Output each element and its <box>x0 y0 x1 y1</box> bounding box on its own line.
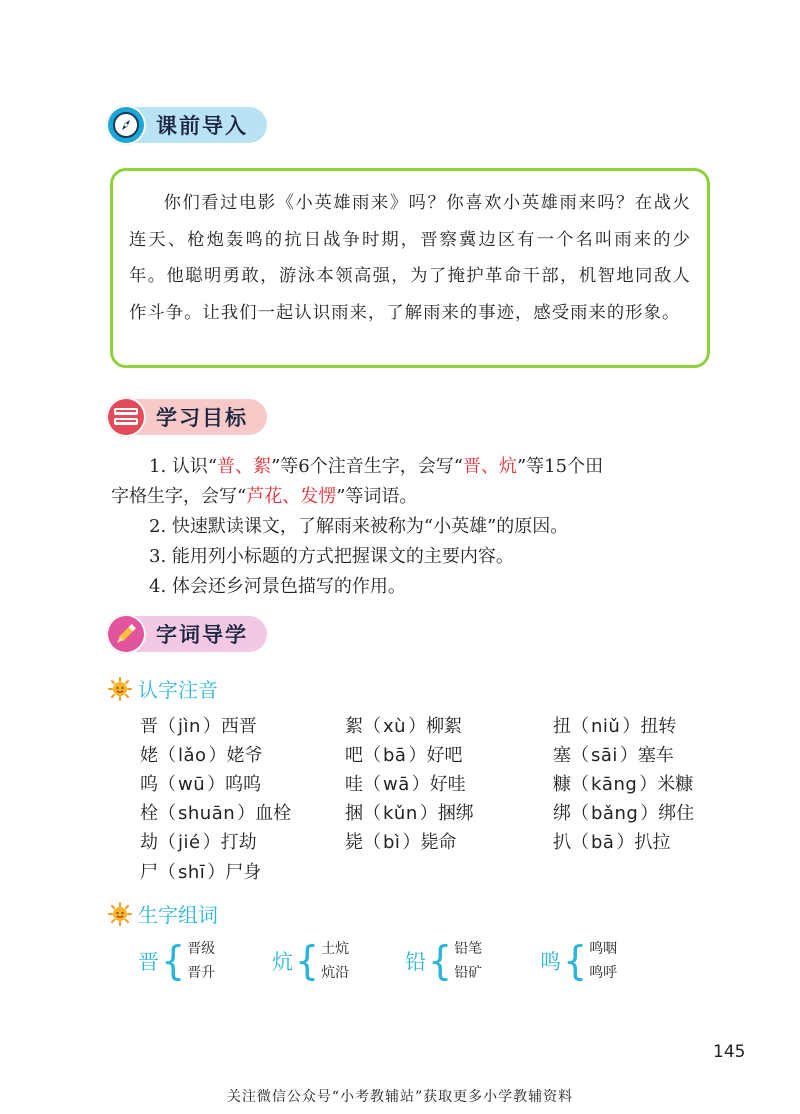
book-icon <box>106 397 146 437</box>
word-group-word: 晋级 <box>187 941 216 957</box>
word-group-words <box>321 937 349 985</box>
pinyin-word: 呜呜 <box>225 774 262 795</box>
pinyin-reading: bì <box>383 832 401 853</box>
goal-text: 字格生字，会写“ <box>111 486 247 507</box>
paren-open: （ <box>363 716 381 737</box>
section-heading-vocab <box>112 616 267 652</box>
goal-item-1 <box>111 452 716 482</box>
intro-paragraph: 你们看过电影《小英雄雨来》吗？你喜欢小英雄雨来吗？在战火连天、枪炮轰鸣的抗日战争时期，晋察冀边区有一个名叫雨来的少年。他聪明勇敢，游泳本领高强，为了掩护革命干部，机智地同敌人作斗争。让我们一起认识雨来，了解雨来的事迹，感受雨来的形象。 <box>129 193 691 323</box>
pinyin-reading: wū <box>178 774 206 795</box>
pinyin-word: 扒拉 <box>634 832 671 853</box>
brace-icon: { <box>295 937 320 985</box>
pinyin-word: 好吧 <box>426 745 463 766</box>
goal-item-1-cont <box>111 482 716 512</box>
paren-close: ） <box>622 716 641 737</box>
pinyin-reading: kāng <box>591 774 638 795</box>
paren-close: ） <box>616 832 635 853</box>
pinyin-char: 捆 <box>345 803 363 824</box>
pinyin-reading: shī <box>178 862 206 883</box>
word-group-char: 炕 <box>272 950 293 974</box>
paren-open: （ <box>158 716 176 737</box>
word-group-word: 土炕 <box>321 941 350 957</box>
word-group-words <box>187 937 215 985</box>
highlight-char: 絮 <box>253 456 272 477</box>
paren-open: （ <box>363 803 381 824</box>
word-group <box>540 937 617 985</box>
pinyin-entry <box>140 712 257 738</box>
pinyin-word: 米糠 <box>657 774 694 795</box>
word-group-word: 鸣咽 <box>589 941 618 957</box>
pinyin-char: 絮 <box>345 716 363 737</box>
pinyin-entry <box>140 799 291 825</box>
compass-icon <box>106 105 146 145</box>
goal-text: ”等15个田 <box>516 456 604 477</box>
word-group-words <box>454 937 482 985</box>
goal-item-4: 4. 体会还乡河景色描写的作用。 <box>149 576 406 597</box>
pinyin-word: 西晋 <box>220 716 257 737</box>
brace-icon: { <box>161 937 186 985</box>
paren-open: （ <box>571 745 589 766</box>
paren-open: （ <box>363 832 381 853</box>
section-heading-goals <box>112 399 267 435</box>
pinyin-word: 好哇 <box>429 774 466 795</box>
sun-icon <box>108 902 132 926</box>
paren-open: （ <box>363 745 381 766</box>
pinyin-char: 哇 <box>345 774 363 795</box>
pinyin-reading: sāi <box>591 745 618 766</box>
word-group <box>405 937 482 985</box>
paren-close: ） <box>208 745 227 766</box>
pinyin-reading: lǎo <box>178 745 207 766</box>
word-group-char: 晋 <box>138 950 159 974</box>
word-group-word: 炕沿 <box>321 965 350 981</box>
paren-close: ） <box>619 745 638 766</box>
pinyin-word: 塞车 <box>637 745 674 766</box>
goal-text: ”等词语。 <box>336 486 418 507</box>
pinyin-char: 塞 <box>553 745 571 766</box>
word-group-char: 铅 <box>405 950 426 974</box>
subheading-pinyin <box>108 674 218 703</box>
pinyin-char: 毙 <box>345 832 363 853</box>
section-title-vocab: 字词导学 <box>156 623 248 647</box>
highlight-word: 发愣 <box>300 486 337 507</box>
paren-close: ） <box>408 716 427 737</box>
subheading-words-label: 生字组词 <box>138 903 218 927</box>
footer-note: 关注微信公众号“小考教辅站”获取更多小学教辅资料 <box>226 1089 574 1105</box>
paren-close: ） <box>207 774 226 795</box>
pinyin-word: 柳絮 <box>426 716 463 737</box>
pinyin-reading: xù <box>383 716 407 737</box>
highlight-sep: 、 <box>480 456 499 477</box>
paren-open: （ <box>158 774 176 795</box>
pinyin-entry <box>345 770 466 796</box>
pinyin-word: 尸身 <box>225 862 262 883</box>
pinyin-entry <box>140 858 261 884</box>
pinyin-entry <box>345 741 462 767</box>
word-group-word: 铅笔 <box>454 941 483 957</box>
highlight-char: 普 <box>217 456 236 477</box>
paren-open: （ <box>571 832 589 853</box>
paren-open: （ <box>158 803 176 824</box>
word-group-char: 鸣 <box>540 950 561 974</box>
goal-text: 1. 认识“ <box>149 456 218 477</box>
word-group-words <box>589 937 617 985</box>
pinyin-entry <box>553 741 674 767</box>
pinyin-char: 尸 <box>140 862 158 883</box>
paren-close: ） <box>202 832 221 853</box>
word-group <box>138 937 215 985</box>
pinyin-entry <box>553 712 676 738</box>
pinyin-char: 呜 <box>140 774 158 795</box>
subheading-pinyin-label: 认字注音 <box>138 678 218 702</box>
pencil-icon <box>106 614 146 654</box>
paren-open: （ <box>571 774 589 795</box>
pinyin-reading: jié <box>178 832 201 853</box>
pinyin-word: 捆绑 <box>437 803 474 824</box>
pinyin-char: 吧 <box>345 745 363 766</box>
paren-close: ） <box>202 716 221 737</box>
pinyin-char: 劫 <box>140 832 158 853</box>
pinyin-char: 晋 <box>140 716 158 737</box>
highlight-char: 炕 <box>498 456 517 477</box>
pinyin-reading: bā <box>591 832 615 853</box>
pinyin-reading: niǔ <box>591 716 621 737</box>
paren-open: （ <box>363 774 381 795</box>
pinyin-entry <box>345 828 456 854</box>
paren-open: （ <box>571 803 589 824</box>
pinyin-word: 姥爷 <box>226 745 263 766</box>
paren-close: ） <box>411 774 430 795</box>
pinyin-reading: shuān <box>178 803 236 824</box>
highlight-char: 晋 <box>462 456 481 477</box>
section-title-intro: 课前导入 <box>156 114 248 138</box>
paren-close: ） <box>639 774 658 795</box>
pinyin-word: 打劫 <box>220 832 257 853</box>
word-group <box>272 937 349 985</box>
subheading-words <box>108 899 218 928</box>
paren-close: ） <box>237 803 256 824</box>
highlight-word: 芦花 <box>246 486 283 507</box>
intro-box <box>110 168 710 368</box>
highlight-sep: 、 <box>282 486 301 507</box>
word-group-word: 晋升 <box>187 965 216 981</box>
pinyin-entry <box>553 828 670 854</box>
paren-close: ） <box>207 862 226 883</box>
pinyin-entry <box>345 799 474 825</box>
paren-open: （ <box>158 832 176 853</box>
pinyin-reading: bā <box>383 745 407 766</box>
paren-close: ） <box>640 803 659 824</box>
goals-list <box>111 452 716 602</box>
goal-item-2: 2. 快速默读课文，了解雨来被称为“小英雄”的原因。 <box>149 516 569 537</box>
pinyin-entry <box>140 741 263 767</box>
paren-open: （ <box>571 716 589 737</box>
paren-close: ） <box>419 803 438 824</box>
word-group-word: 鸣呼 <box>589 965 618 981</box>
pinyin-entry <box>553 770 693 796</box>
paren-close: ） <box>402 832 421 853</box>
goal-text: ”等6个注音生字，会写“ <box>271 456 463 477</box>
pinyin-reading: wā <box>383 774 410 795</box>
highlight-sep: 、 <box>235 456 254 477</box>
pinyin-word: 毙命 <box>420 832 457 853</box>
pinyin-reading: jìn <box>178 716 201 737</box>
section-heading-intro <box>112 107 267 143</box>
goal-item-3: 3. 能用列小标题的方式把握课文的主要内容。 <box>149 546 514 567</box>
brace-icon: { <box>563 937 588 985</box>
pinyin-char: 姥 <box>140 745 158 766</box>
paren-close: ） <box>408 745 427 766</box>
pinyin-char: 糠 <box>553 774 571 795</box>
pinyin-reading: bǎng <box>591 803 639 824</box>
pinyin-entry <box>140 828 257 854</box>
pinyin-entry <box>345 712 462 738</box>
pinyin-word: 绑住 <box>658 803 695 824</box>
pinyin-word: 扭转 <box>640 716 677 737</box>
word-group-word: 铅矿 <box>454 965 483 981</box>
pinyin-word: 血栓 <box>255 803 292 824</box>
pinyin-char: 绑 <box>553 803 571 824</box>
pinyin-char: 栓 <box>140 803 158 824</box>
pinyin-reading: kǔn <box>383 803 418 824</box>
pinyin-char: 扭 <box>553 716 571 737</box>
pinyin-char: 扒 <box>553 832 571 853</box>
sun-icon <box>108 677 132 701</box>
brace-icon: { <box>428 937 453 985</box>
section-title-goals: 学习目标 <box>156 406 248 430</box>
page-number: 145 <box>713 1042 746 1062</box>
paren-open: （ <box>158 745 176 766</box>
pinyin-entry <box>553 799 694 825</box>
paren-open: （ <box>158 862 176 883</box>
pinyin-entry <box>140 770 261 796</box>
